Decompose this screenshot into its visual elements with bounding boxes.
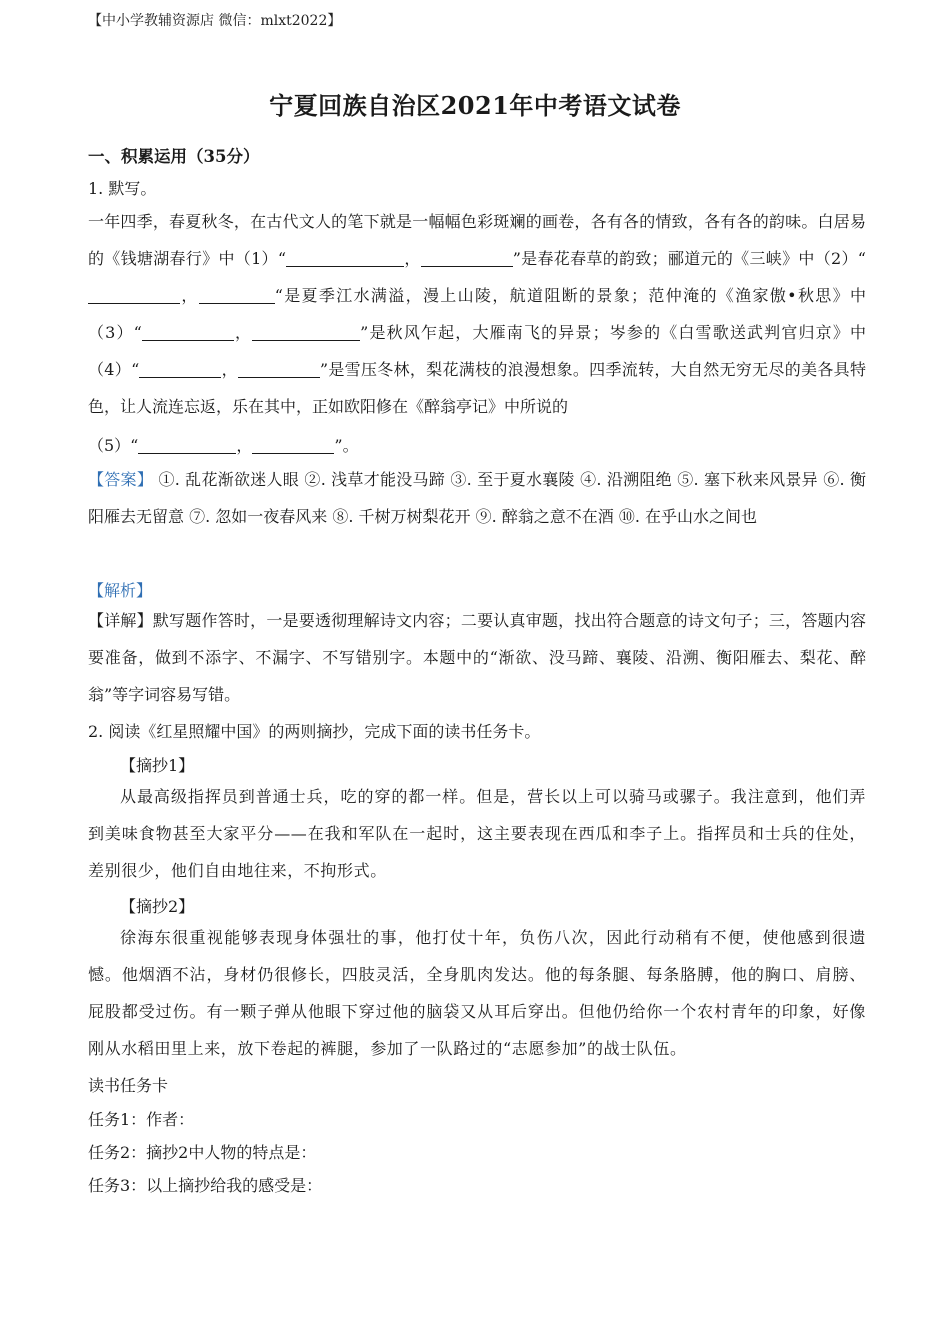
comma: ， bbox=[236, 436, 253, 455]
excerpt-2-text: 徐海东很重视能够表现身体强壮的事，他打仗十年，负伤八次，因此行动稍有不便，使他感到很遗憾。他烟酒不沾，身材仍很修长，四肢灵活，全身肌肉发达。他的每条腿、每条胳膊，他的胸口、肩膀、屁股都受过伤。有一颗子弹从他眼下穿过他的脑袋又从耳后穿出。但他仍给你一个农村青年的印象，好像刚从水稻田里上来，放下卷起的裤腿，参加了一队路过的“志愿参加”的战士队伍。 bbox=[88, 928, 866, 1058]
comma: ， bbox=[221, 360, 238, 379]
comma: ， bbox=[233, 323, 253, 342]
q1-text-6: （5）“ bbox=[88, 436, 139, 455]
answer-blank[interactable] bbox=[199, 287, 275, 304]
header-note: 【中小学教辅资源店 微信：mlxt2022】 bbox=[88, 13, 342, 29]
answer-blank[interactable] bbox=[238, 361, 320, 378]
q1-detail: 【详解】默写题作答时，一是要透彻理解诗文内容；二要认真审题，找出符合题意的诗文句子；三，答题内容要准备，做到不添字、不漏字、不写错别字。本题中的“渐欲、没马蹄、襄陵、沿溯、衡阳雁去、梨花、醉翁”等字词容易写错。 bbox=[88, 611, 866, 704]
answer-blank[interactable] bbox=[138, 437, 236, 454]
q2-label: 2. 阅读《红星照耀中国》的两则摘抄，完成下面的读书任务卡。 bbox=[88, 722, 541, 741]
answer-blank[interactable] bbox=[421, 250, 513, 267]
comma: ， bbox=[404, 249, 421, 268]
task-3: 任务3：以上摘抄给我的感受是： bbox=[88, 1176, 323, 1195]
comma: ， bbox=[180, 286, 199, 305]
excerpt-1-title: 【摘抄1】 bbox=[120, 756, 195, 775]
task-1: 任务1：作者： bbox=[88, 1110, 195, 1129]
analysis-tag: 【解析】 bbox=[88, 581, 153, 600]
answer-blank[interactable] bbox=[142, 324, 234, 341]
card-title: 读书任务卡 bbox=[88, 1076, 169, 1095]
q1-text-4: ”是秋风乍起，大雁南飞的异景；岑参的《白雪歌送武判官归京》中（4）“ bbox=[88, 323, 866, 379]
answer-blank[interactable] bbox=[252, 437, 334, 454]
q1-text-2: ”是春花春草的韵致；郦道元的《三峡》中（2）“ bbox=[512, 249, 866, 268]
answer-blank[interactable] bbox=[286, 250, 404, 267]
q1-text-3: “是夏季江水满溢，漫上山陵，航道阻断的景象；范仲淹的《渔家傲•秋思》中（3）“ bbox=[88, 286, 866, 342]
q1-paragraph bbox=[88, 203, 866, 425]
q1-blank-5-line bbox=[88, 433, 359, 456]
answer-blank[interactable] bbox=[139, 361, 221, 378]
q1-text-5: ”是雪压冬林，梨花满枝的浪漫想象。四季流转，大自然无穷无尽的美各具特色，让人流连忘返，乐在其中，正如欧阳修在《醉翁亭记》中所说的 bbox=[88, 360, 866, 416]
excerpt-2-title: 【摘抄2】 bbox=[120, 897, 195, 916]
answer-blank[interactable] bbox=[252, 324, 360, 341]
q1-label: 1. 默写。 bbox=[88, 179, 157, 198]
q1-text-7: ”。 bbox=[334, 436, 359, 455]
answer-blank[interactable] bbox=[88, 287, 180, 304]
answer-tag: 【答案】 bbox=[88, 470, 154, 489]
task-2: 任务2：摘抄2中人物的特点是： bbox=[88, 1143, 317, 1162]
q1-answer bbox=[88, 461, 866, 535]
answer-text: ①. 乱花渐欲迷人眼 ②. 浅草才能没马蹄 ③. 至于夏水襄陵 ④. 沿溯阻绝 ⑤. 塞下秋来风景异 ⑥. 衡阳雁去无留意 ⑦. 忽如一夜春风来 ⑧. 千树万树梨花开 ⑨. 醉翁之意不在酒 ⑩. 在乎山水之间也 bbox=[88, 470, 866, 526]
excerpt-1-text: 从最高级指挥员到普通士兵，吃的穿的都一样。但是，营长以上可以骑马或骡子。我注意到，他们弄到美味食物甚至大家平分——在我和军队在一起时，这主要表现在西瓜和李子上。指挥员和士兵的住处，差别很少，他们自由地往来，不拘形式。 bbox=[88, 787, 866, 880]
q1-text-1: 一年四季，春夏秋冬，在古代文人的笔下就是一幅幅色彩斑斓的画卷，各有各的情致，各有各的韵味。白居易的《钱塘湖春行》中（1）“ bbox=[88, 212, 866, 268]
exam-title: 宁夏回族自治区2021年中考语文试卷 bbox=[269, 91, 681, 120]
section-heading: 一、积累运用（35分） bbox=[88, 147, 260, 166]
